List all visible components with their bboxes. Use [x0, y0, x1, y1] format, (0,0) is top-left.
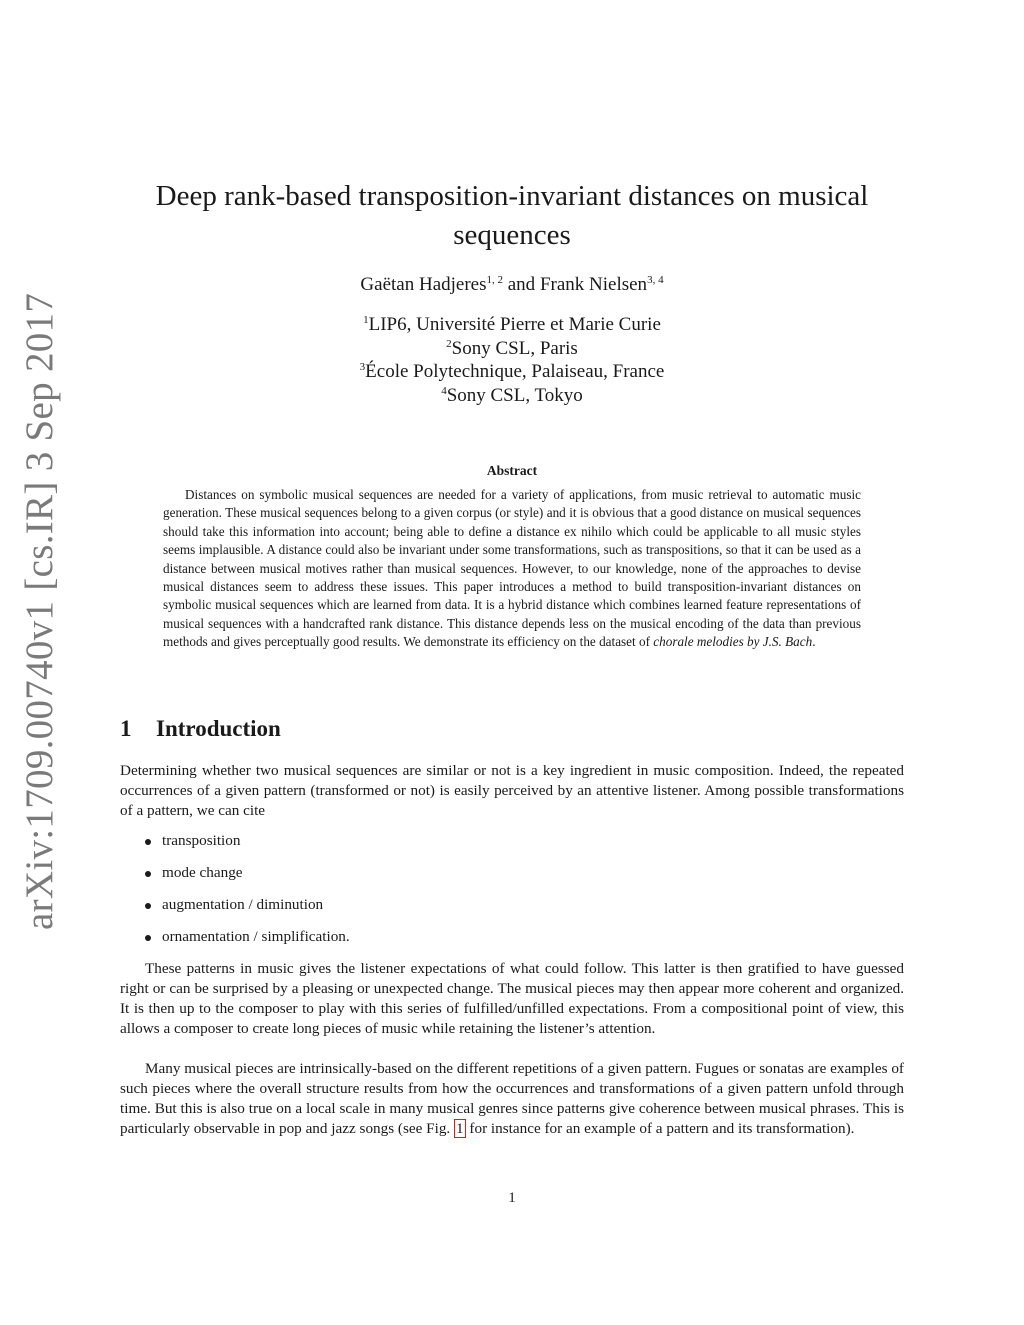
abstract-heading: Abstract	[486, 463, 538, 478]
list-item: mode change	[143, 863, 350, 895]
author-list	[120, 274, 904, 296]
transformation-list	[143, 831, 350, 959]
list-item: ornamentation / simplification.	[143, 927, 350, 959]
affiliation-marker: 2	[446, 337, 452, 350]
affiliation-marker: 3	[359, 361, 366, 373]
section-number: 1	[120, 716, 132, 741]
author-conjunction: and	[503, 274, 540, 295]
section-title: Introduction	[156, 716, 281, 741]
page-number: 1	[508, 1190, 516, 1206]
list-item: transposition	[143, 831, 350, 863]
arxiv-identifier: arXiv:1709.00740v1 [cs.IR] 3 Sep 2017	[18, 292, 61, 930]
figure-reference-link[interactable]: 1	[456, 1120, 464, 1138]
affiliation-list	[120, 313, 904, 407]
author-affiliation-marker: 3, 4	[647, 274, 664, 286]
affiliation-text: École Polytechnique, Palaiseau, France	[365, 361, 665, 382]
paragraph-text: for instance for an example of a pattern and its transformation).	[465, 1120, 855, 1138]
paper-title: Deep rank-based transposition-invariant distances on musical sequences	[155, 180, 869, 251]
author-name: Frank Nielsen	[539, 274, 648, 295]
affiliation	[120, 384, 904, 408]
body-paragraph	[120, 1059, 904, 1139]
paragraph-text: Many musical pieces are intrinsically-based on the different repetitions of a given pattern. Fugues or sonatas are examples of such pieces where the overall structure results from how the occurrences and transformations of a given pattern unfold through time. But this is also true on a local scale in many musical genres since patterns give coherence between musical phrases. This is particularly observable in pop and jazz songs (see Fig.	[120, 1060, 904, 1138]
affiliation-marker: 4	[441, 384, 447, 397]
abstract-end: .	[812, 634, 816, 650]
abstract-body	[163, 486, 861, 652]
section-heading	[120, 716, 281, 742]
affiliation	[120, 337, 904, 361]
abstract-dataset-name: chorale melodies by J.S. Bach	[653, 634, 813, 650]
affiliation	[120, 360, 904, 384]
affiliation	[120, 313, 904, 337]
affiliation-text: LIP6, Université Pierre et Marie Curie	[368, 314, 661, 335]
abstract-text: Distances on symbolic musical sequences are needed for a variety of applications, from music retrieval to automatic music generation. These musical sequences belong to a given corpus (or style) and it is obvious that a good distance on musical sequences should take this information into account; being able to define a distance ex nihilo which could be applicable to all music styles seems implausible. A distance could also be invariant under some transformations, such as transpositions, so that it can be used as a distance between musical motives rather than musical sequences. However, to our knowledge, none of the approaches to devise musical distances seem to address these issues. This paper introduces a method to build transposition-invariant distances on symbolic musical sequences which are learned from data. It is a hybrid distance which combines learned feature representations of musical sequences with a handcrafted rank distance. This distance depends less on the musical encoding of the data than previous methods and gives perceptually good results. We demonstrate its efficiency on the dataset of	[163, 487, 861, 650]
affiliation-marker: 1	[363, 314, 369, 326]
intro-paragraph: Determining whether two musical sequences are similar or not is a key ingredient in music composition. Indeed, the repeated occurrences of a given pattern (transformed or not) is easily perceived by an attentive listener. Among possible transformations of a pattern, we can cite	[120, 762, 904, 820]
affiliation-text: Sony CSL, Tokyo	[446, 384, 583, 406]
list-item: augmentation / diminution	[143, 895, 350, 927]
author-name: Gaëtan Hadjeres	[360, 274, 487, 295]
author-affiliation-marker: 1, 2	[486, 274, 503, 286]
affiliation-text: Sony CSL, Paris	[451, 337, 578, 359]
body-paragraph: These patterns in music gives the listener expectations of what could follow. This latter is then gratified to have guessed right or can be surprised by a pleasing or unexpected change. The musical pieces may then appear more coherent and organized. It is then up to the composer to play with this series of fulfilled/unfilled expectations. From a compositional point of view, this allows a composer to create long pieces of music while retaining the listener’s attention.	[120, 960, 904, 1038]
